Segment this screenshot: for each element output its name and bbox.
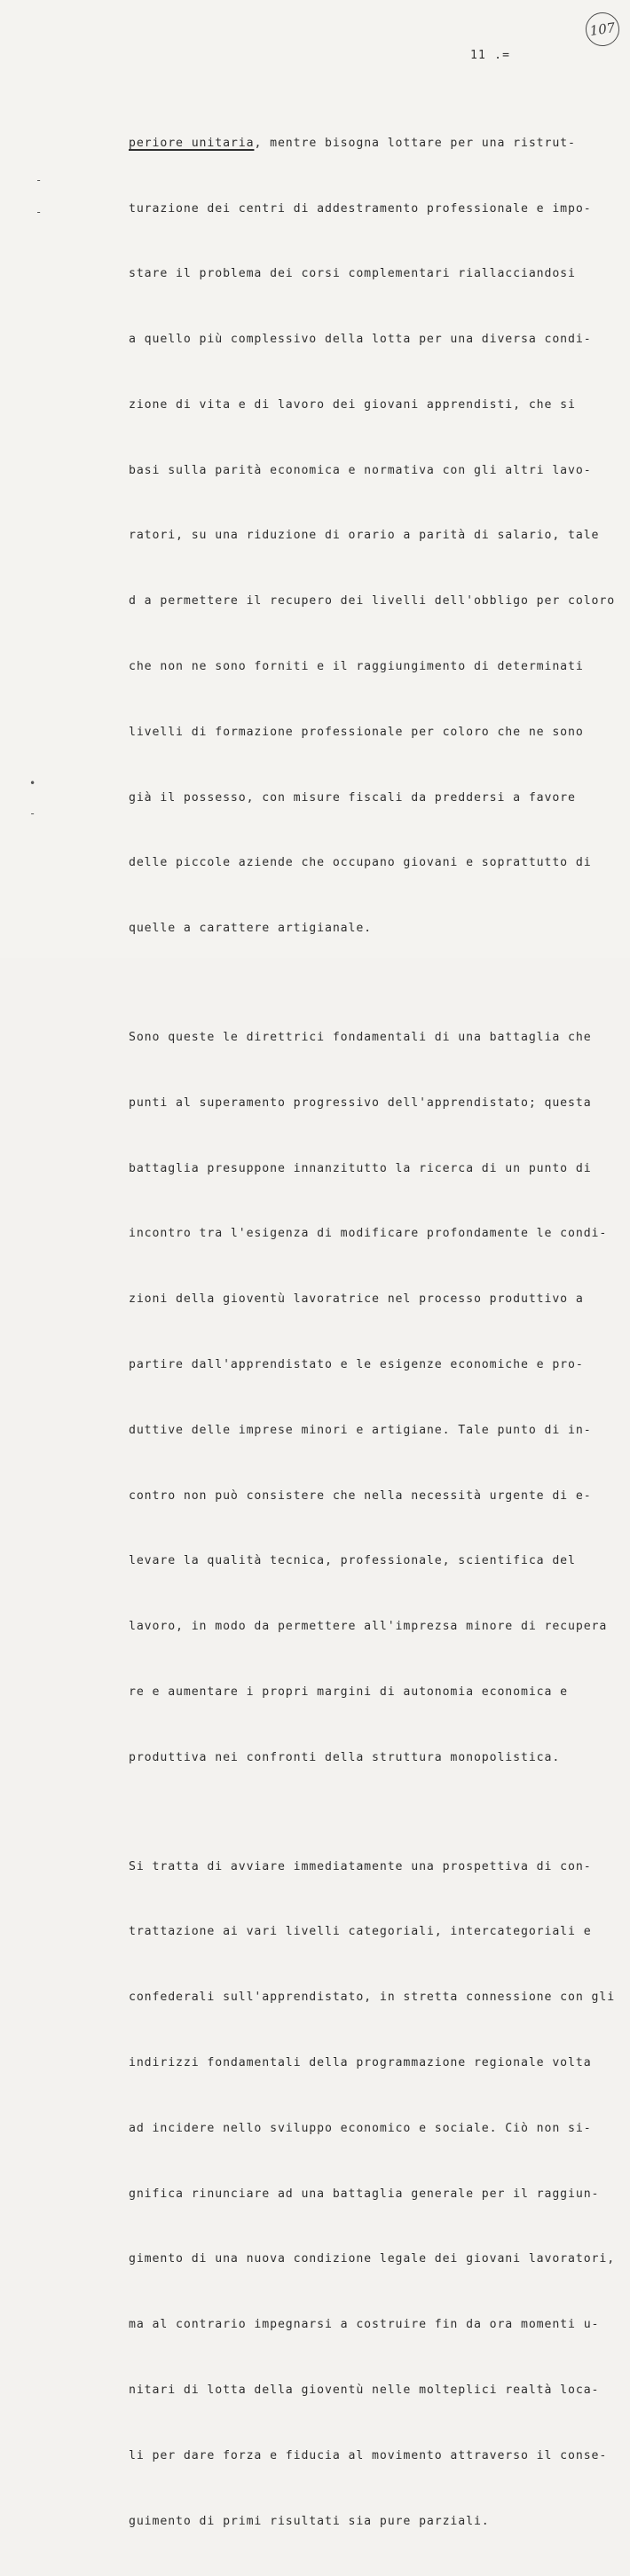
text-line: d a permettere il recupero dei livelli dell'obbligo per coloro [129, 594, 616, 609]
text-line: gimento di una nuova condizione legale dei giovani lavoratori, [129, 2252, 616, 2266]
text-line: duttive delle imprese minori e artigiane. Tale punto di in- [129, 1423, 592, 1437]
text-line: basi sulla parità economica e normativa con gli altri lavo- [129, 463, 592, 477]
text-line: a quello più complessivo della lotta per una diversa condi- [129, 333, 592, 347]
text-line: trattazione ai vari livelli categoriali, intercategoriali e [129, 1925, 592, 1939]
text-line: contro non può consistere che nella necessità urgente di e- [129, 1488, 592, 1503]
margin-tick: - [29, 807, 36, 820]
text-line: confederali sull'apprendistato, in stretta connessione con gli [129, 1991, 616, 2005]
text-line: ratori, su una riduzione di orario a parità di salario, tale [129, 529, 600, 543]
text-line: indirizzi fondamentali della programmazione regionale volta [129, 2056, 592, 2070]
text-line: lavoro, in modo da permettere all'imprezsa minore di recupera [129, 1620, 608, 1634]
text-line: nitari di lotta della gioventù nelle molteplici realtà loca- [129, 2383, 600, 2397]
text-line: zioni della gioventù lavoratrice nel processo produttivo a [129, 1292, 584, 1307]
text-line: punti al superamento progressivo dell'apprendistato; questa [129, 1096, 592, 1110]
margin-tick: - [35, 174, 43, 186]
text-line: zione di vita e di lavoro dei giovani apprendisti, che si [129, 397, 576, 412]
text-line: ad incidere nello sviluppo economico e sociale. Ciò non si- [129, 2121, 592, 2135]
text-line: turazione dei centri di addestramento professionale e impo- [129, 201, 592, 216]
text-line: Sono queste le direttrici fondamentali di una battaglia che [129, 1031, 592, 1045]
text-line: delle piccole aziende che occupano giovani e soprattutto di [129, 856, 592, 870]
text-line: Si tratta di avviare immediatamente una prospettiva di con- [129, 1859, 592, 1873]
text-line: già il possesso, con misure fiscali da preddersi a favore [129, 790, 576, 805]
text-line: periore unitaria, mentre bisogna lottare per una ristrut- [129, 136, 576, 150]
typewritten-body [129, 67, 616, 2576]
text-line: partire dall'apprendistato e le esigenze economiche e pro- [129, 1358, 584, 1372]
text-line: quelle a carattere artigianale. [129, 922, 373, 936]
margin-tick: • [29, 777, 36, 789]
page-stamp [584, 11, 622, 49]
text-line: incontro tra l'esigenza di modificare profondamente le condi- [129, 1227, 608, 1241]
text-line: re e aumentare i propri margini di autonomia economica e [129, 1685, 569, 1699]
text-line: li per dare forza e fiducia al movimento attraverso il conse- [129, 2448, 608, 2462]
text-line: guimento di primi risultati sia pure parziali. [129, 2514, 490, 2528]
text-line: levare la qualità tecnica, professionale, scientifica del [129, 1554, 576, 1568]
text-line: ma al contrario impegnarsi a costruire fin da ora momenti u- [129, 2318, 600, 2332]
text-line: livelli di formazione professionale per coloro che ne sono [129, 725, 584, 739]
text-line: produttiva nei confronti della struttura monopolistica. [129, 1750, 561, 1764]
text-line: gnifica rinunciare ad una battaglia generale per il raggiun- [129, 2187, 600, 2201]
text-line: battaglia presuppone innanzitutto la ricerca di un punto di [129, 1161, 592, 1175]
page-number: 11 .= [470, 49, 511, 62]
margin-tick: - [35, 206, 43, 218]
stamp-number: 107 [588, 20, 617, 39]
text-line: stare il problema dei corsi complementari riallacciandosi [129, 267, 576, 281]
underlined-phrase: periore unitaria [129, 136, 255, 150]
text-line: che non ne sono forniti e il raggiungimento di determinati [129, 660, 584, 674]
